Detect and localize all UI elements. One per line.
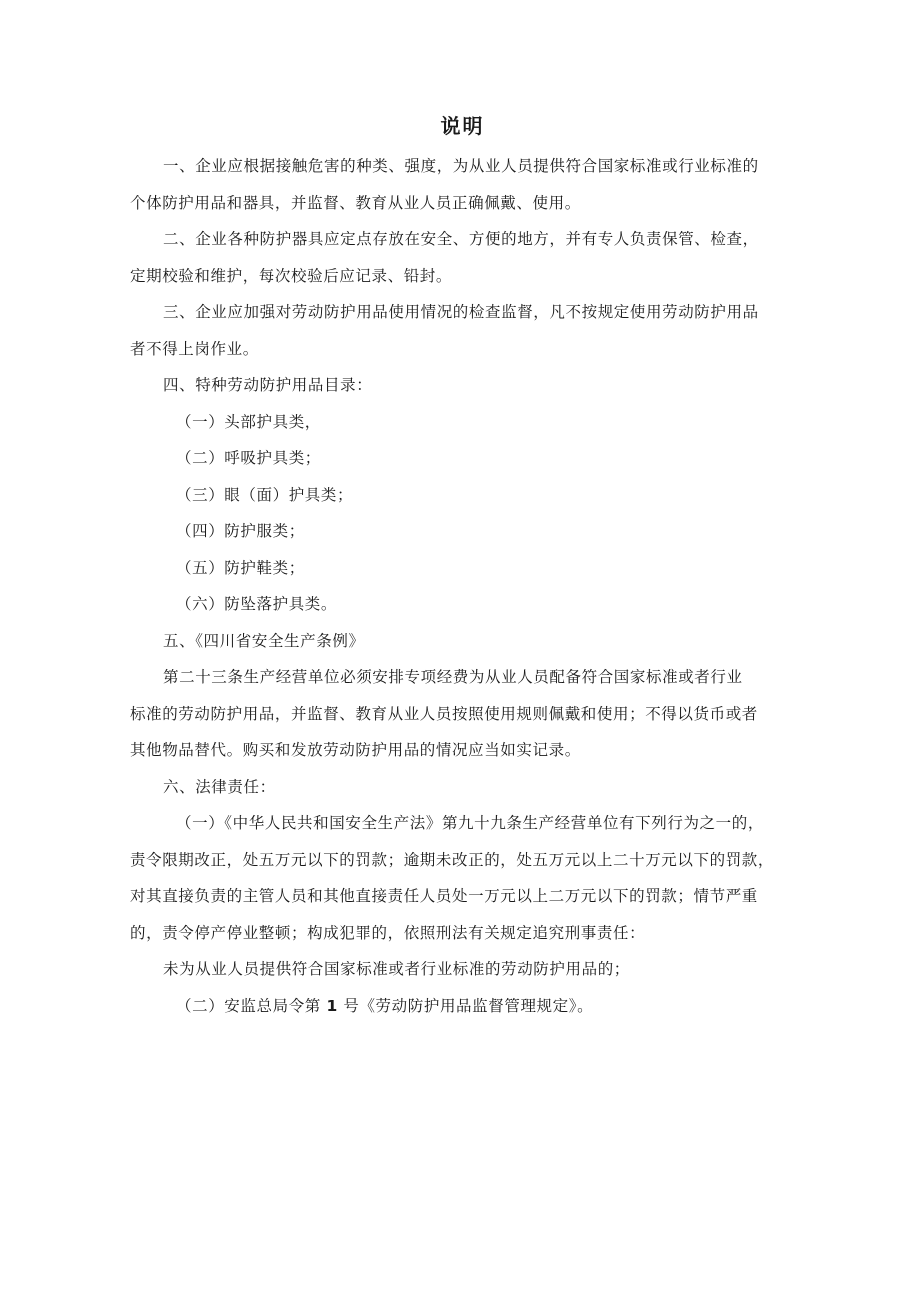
paragraph-5-heading: 五、《四川省安全生产条例》 <box>163 631 365 650</box>
list-item-2: （二）呼吸护具类； <box>176 449 321 467</box>
paragraph-10-suffix: 号《劳动防护用品监督管理规定》。 <box>343 996 594 1015</box>
paragraph-2-line-1: 二、企业各种防护器具应定点存放在安全、方便的地方，并有专人负责保管、检查， <box>163 230 759 248</box>
list-item-6: （六）防坠落护具类。 <box>176 595 338 613</box>
paragraph-1-line-1: 一、企业应根据接触危害的种类、强度，为从业人员提供符合国家标准或行业标准的 <box>163 157 759 175</box>
paragraph-9: 未为从业人员提供符合国家标准或者行业标准的劳动防护用品的； <box>163 960 630 978</box>
paragraph-8-line-3: 对其直接负责的主管人员和其他直接责任人员处一万元以上二万元以下的罚款；情节严重 <box>130 887 758 905</box>
paragraph-2-line-2: 定期校验和维护，每次校验后应记录、铅封。 <box>130 266 453 285</box>
list-item-5: （五）防护鞋类； <box>176 558 305 577</box>
list-item-1: （一）头部护具类， <box>176 412 321 431</box>
paragraph-3-line-1: 三、企业应加强对劳动防护用品使用情况的检查监督，凡不按规定使用劳动防护用品 <box>163 303 759 321</box>
paragraph-10 <box>130 988 795 1025</box>
paragraph-10-prefix: （二）安监总局令第 <box>176 996 321 1015</box>
paragraph-8 <box>130 805 795 951</box>
paragraph-1 <box>130 148 795 221</box>
paragraph-6-line-2: 标准的劳动防护用品，并监督、教育从业人员按照使用规则佩戴和使用；不得以货币或者 <box>130 704 758 723</box>
paragraph-10-number: 1 <box>326 996 338 1015</box>
paragraph-7-heading: 六、法律责任： <box>163 777 276 796</box>
paragraph-6 <box>130 659 795 769</box>
document-page <box>130 112 795 1024</box>
list-item-4: （四）防护服类； <box>176 522 305 540</box>
paragraph-6-line-1: 第二十三条生产经营单位必须安排专项经费为从业人员配备符合国家标准或者行业 <box>163 668 743 686</box>
paragraph-6-line-3: 其他物品替代。购买和发放劳动防护用品的情况应当如实记录。 <box>130 741 581 759</box>
paragraph-4-heading: 四、特种劳动防护用品目录： <box>163 376 373 394</box>
paragraph-1-line-2: 个体防护用品和器具，并监督、教育从业人员正确佩戴、使用。 <box>130 193 581 212</box>
paragraph-3 <box>130 294 795 367</box>
paragraph-8-line-2: 责令限期改正，处五万元以下的罚款；逾期未改正的，处五万元以上二十万元以下的罚款， <box>130 850 775 869</box>
paragraph-2 <box>130 221 795 294</box>
document-title: 说明 <box>440 114 485 138</box>
paragraph-8-line-4: 的，责令停产停业整顿；构成犯罪的，依照刑法有关规定追究刑事责任： <box>130 923 646 942</box>
paragraph-3-line-2: 者不得上岗作业。 <box>130 339 259 358</box>
paragraph-8-line-1: （一）《中华人民共和国安全生产法》第九十九条生产经营单位有下列行为之一的， <box>176 814 764 832</box>
list-item-3: （三）眼（面）护具类； <box>176 485 354 504</box>
